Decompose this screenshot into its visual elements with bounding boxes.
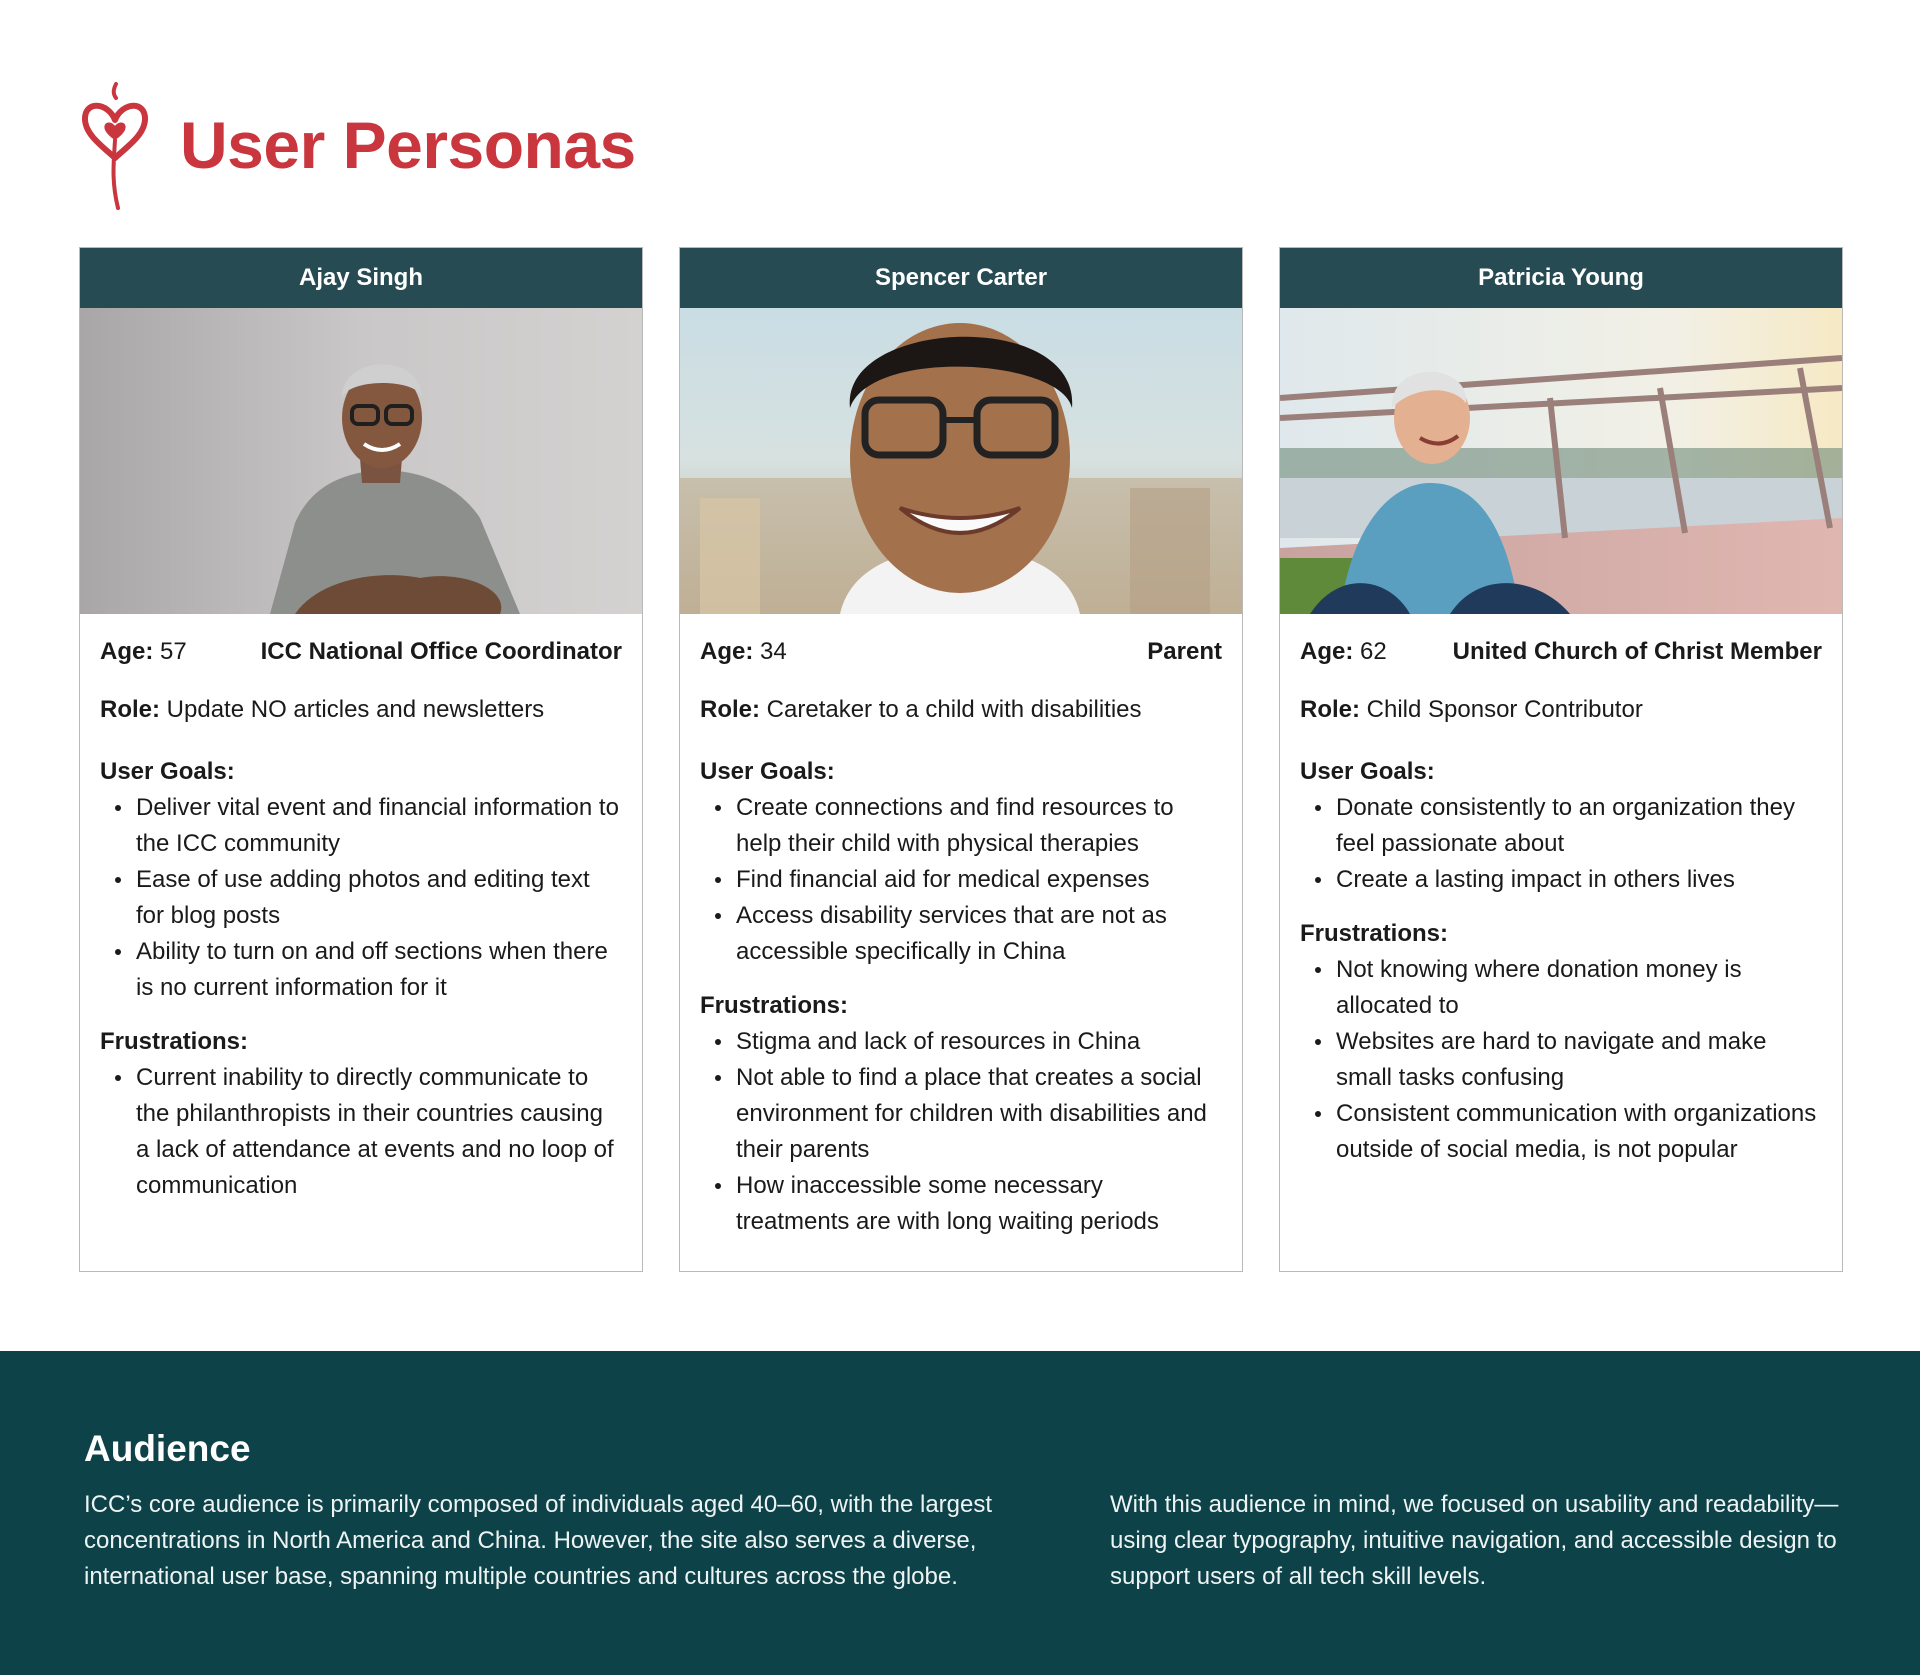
goals-list: [100, 790, 622, 1006]
frustration-item: Consistent communication with organizations outside of social media, is not popular: [1300, 1096, 1822, 1168]
frustration-item: Not knowing where donation money is allocated to: [1300, 952, 1822, 1024]
page-title: User Personas: [180, 108, 636, 182]
frustration-item: Current inability to directly communicate to the philanthropists in their countries causing a lack of attendance at events and no loop of communication: [100, 1060, 622, 1204]
frustration-item: How inaccessible some necessary treatments are with long waiting periods: [700, 1168, 1222, 1240]
persona-name: Ajay Singh: [80, 248, 642, 308]
role-label: Role:: [1300, 696, 1360, 723]
frustration-item: Not able to find a place that creates a social environment for children with disabilities and their parents: [700, 1060, 1222, 1168]
persona-photo: [1280, 308, 1842, 614]
persona-role: [700, 692, 1222, 728]
persona-card: [79, 247, 643, 1272]
persona-role: [100, 692, 622, 728]
page-header: [80, 80, 636, 210]
role-value: Caretaker to a child with disabilities: [766, 696, 1142, 723]
frustration-item: Stigma and lack of resources in China: [700, 1024, 1222, 1060]
persona-name: Patricia Young: [1280, 248, 1842, 308]
age-label: Age:: [700, 638, 754, 665]
persona-cards: [79, 247, 1843, 1272]
persona-position: ICC National Office Coordinator: [260, 638, 622, 665]
goal-item: Create connections and find resources to help their child with physical therapies: [700, 790, 1222, 862]
persona-name: Spencer Carter: [680, 248, 1242, 308]
persona-meta: [1300, 634, 1822, 670]
audience-title: Audience: [84, 1428, 251, 1469]
role-value: Update NO articles and newsletters: [166, 696, 545, 723]
persona-photo-image: [80, 308, 642, 614]
goal-item: Deliver vital event and financial information to the ICC community: [100, 790, 622, 862]
heart-cross-logo-icon: [80, 80, 150, 210]
age-label: Age:: [1300, 638, 1354, 665]
frustrations-list: [1300, 952, 1822, 1168]
age-value: 34: [760, 638, 787, 665]
audience-design-focus: With this audience in mind, we focused on usability and readability—using clear typography, intuitive navigation, and accessible design to support users of all tech skill levels.: [1110, 1491, 1839, 1590]
persona-meta: [100, 634, 622, 670]
persona-card: [679, 247, 1243, 1272]
goals-heading: User Goals:: [700, 758, 835, 785]
goal-item: Access disability services that are not as accessible specifically in China: [700, 898, 1222, 970]
persona-card: [1279, 247, 1843, 1272]
age-label: Age:: [100, 638, 154, 665]
role-value: Child Sponsor Contributor: [1366, 696, 1643, 723]
frustrations-heading: Frustrations:: [1300, 920, 1449, 947]
goal-item: Ease of use adding photos and editing text for blog posts: [100, 862, 622, 934]
frustrations-heading: Frustrations:: [100, 1028, 249, 1055]
role-label: Role:: [700, 696, 760, 723]
persona-photo-image: [680, 308, 1242, 614]
persona-photo-image: [1280, 308, 1842, 614]
goals-list: [1300, 790, 1822, 898]
age-value: 57: [160, 638, 187, 665]
goal-item: Find financial aid for medical expenses: [700, 862, 1222, 898]
persona-role: [1300, 692, 1822, 728]
goal-item: Ability to turn on and off sections when there is no current information for it: [100, 934, 622, 1006]
frustration-item: Websites are hard to navigate and make small tasks confusing: [1300, 1024, 1822, 1096]
persona-position: United Church of Christ Member: [1452, 638, 1822, 665]
persona-position: Parent: [1147, 638, 1222, 665]
persona-meta: [700, 634, 1222, 670]
goals-list: [700, 790, 1222, 970]
goal-item: Create a lasting impact in others lives: [1300, 862, 1822, 898]
goals-heading: User Goals:: [100, 758, 235, 785]
audience-section: [0, 1351, 1920, 1675]
audience-description: ICC’s core audience is primarily composed of individuals aged 40–60, with the largest concentrations in North America and China. However, the site also serves a diverse, international user base, spanning multiple countries and cultures across the globe.: [84, 1491, 993, 1590]
persona-photo: [80, 308, 642, 614]
frustrations-list: [700, 1024, 1222, 1240]
frustrations-list: [100, 1060, 622, 1204]
goal-item: Donate consistently to an organization they feel passionate about: [1300, 790, 1822, 862]
goals-heading: User Goals:: [1300, 758, 1435, 785]
role-label: Role:: [100, 696, 160, 723]
age-value: 62: [1360, 638, 1387, 665]
frustrations-heading: Frustrations:: [700, 992, 849, 1019]
persona-photo: [680, 308, 1242, 614]
